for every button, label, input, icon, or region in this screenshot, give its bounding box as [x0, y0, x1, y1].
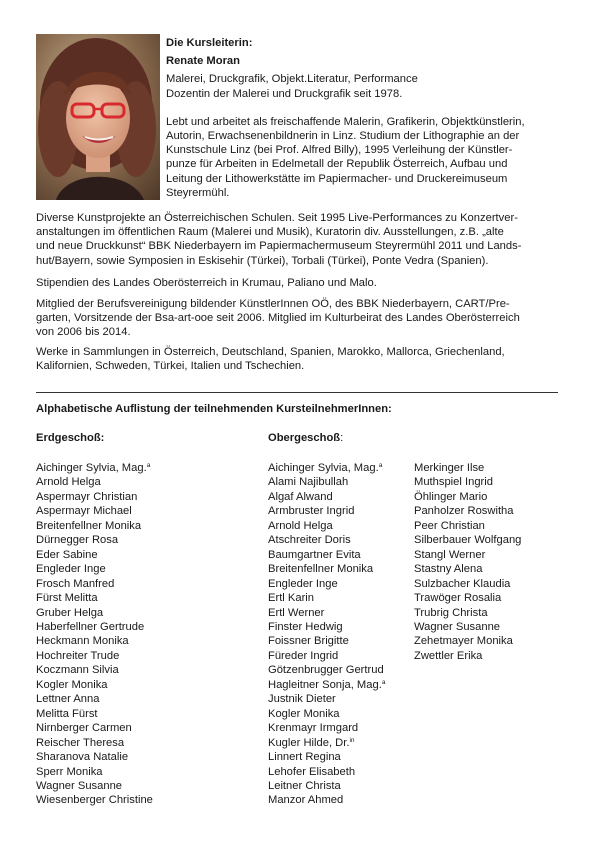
participant-name-text: Merkinger Ilse	[414, 462, 485, 474]
portrait-illustration	[36, 34, 160, 200]
participant-name	[414, 533, 521, 547]
participant-name	[414, 620, 521, 634]
participant-name-text: Frosch Manfred	[36, 577, 115, 590]
memberships-paragraph	[36, 297, 566, 340]
participant-name	[414, 634, 521, 648]
participant-name	[414, 475, 521, 489]
paragraph-line: von 2006 bis 2014.	[36, 326, 131, 339]
upper-floor-heading	[268, 432, 343, 444]
participant-name	[36, 736, 153, 750]
participant-name-text: Linnert Regina	[268, 751, 341, 764]
participant-name-text: Trubrig Christa	[414, 606, 488, 619]
participant-name-text: Muthspiel Ingrid	[414, 476, 493, 489]
participant-name-text: Gruber Helga	[36, 606, 104, 619]
paragraph-line: Werke in Sammlungen in Österreich, Deutschland, Spanien, Marokko, Mallorca, Griechenland,	[36, 346, 505, 358]
participant-name-text: Götzenbrugger Gertrud	[268, 664, 384, 677]
participant-name-text: Aichinger Sylvia, Mag.	[268, 462, 379, 474]
participant-name	[268, 765, 385, 779]
participant-name-text: Wagner Susanne	[36, 779, 123, 792]
participant-name-text: Ertl Werner	[268, 606, 325, 619]
participant-name-text: Hochreiter Trude	[36, 649, 120, 662]
participant-name	[36, 678, 153, 692]
bio-paragraph-line: punze für Arbeiten in Edelmetall der Republik Österreich, Aufbau und	[166, 158, 508, 171]
section-divider	[36, 392, 558, 393]
participant-name	[268, 504, 385, 518]
participant-name-text: Heckmann Monika	[36, 635, 129, 648]
paragraph-line: Mitglied der Berufsvereinigung bildender KünstlerInnen OÖ, des BBK Niederbayern, CART/Pre-	[36, 298, 510, 310]
participant-name	[268, 793, 385, 807]
participant-name-text: Wiesenberger Christine	[36, 794, 153, 807]
participant-name	[36, 634, 153, 648]
participant-name	[36, 461, 153, 475]
participant-name-text: Kogler Monika	[36, 678, 108, 691]
participant-name	[268, 562, 385, 576]
participant-name	[268, 663, 385, 677]
participant-name	[268, 779, 385, 793]
participant-name	[414, 577, 521, 591]
participant-name-text: Stastny Alena	[414, 563, 483, 576]
paragraph-line: und neue Druckkunst“ BBK Niederbayern im Papiermachermuseum Steyrermühl 2011 und Lands-	[36, 240, 522, 253]
participant-name-text: Baumgartner Evita	[268, 548, 361, 561]
participant-name	[268, 750, 385, 764]
participant-name	[36, 475, 153, 489]
paragraph-line: anstaltungen im öffentlichen Raum (Malerei und Musik), Kuratorin div. Ausstellungen, z.B. „alte	[36, 226, 504, 239]
participant-name	[36, 707, 153, 721]
participant-name-text: Eder Sabine	[36, 548, 98, 561]
participant-name	[414, 606, 521, 620]
participant-name-text: Hagleitner Sonja, Mag.	[268, 678, 382, 691]
participant-name	[268, 721, 385, 735]
participant-name	[36, 779, 153, 793]
participant-name-text: Engleder Inge	[36, 563, 106, 576]
participant-name	[268, 490, 385, 504]
participant-name	[36, 548, 153, 562]
participant-name-text: Breitenfellner Monika	[36, 519, 142, 532]
participant-name-text: Leitner Christa	[268, 779, 341, 792]
participant-name-text: Justnik Dieter	[268, 693, 336, 706]
participants-list-title: Alphabetische Auflistung der teilnehmenden KursteilnehmerInnen:	[36, 403, 392, 415]
participant-name	[36, 750, 153, 764]
bio-paragraph-line: Leitung der Lithowerkstätte im Papiermacher- und Druckereimuseum	[166, 172, 508, 185]
paragraph-line: hut/Bayern, sowie Symposien in Eskisehir (Türkei), Torbali (Türkei), Ponte Vedra (Spanien).	[36, 254, 489, 267]
participant-name	[268, 519, 385, 533]
participant-name	[268, 577, 385, 591]
upper-floor-list-2	[414, 461, 521, 663]
participant-name-text: Sharanova Natalie	[36, 751, 129, 764]
participant-name-text: Aspermayr Michael	[36, 505, 132, 518]
participant-name	[36, 562, 153, 576]
participant-name-text: Engleder Inge	[268, 577, 338, 590]
participant-name	[268, 548, 385, 562]
participant-name	[268, 736, 385, 750]
bio-paragraph-line: Steyrermühl.	[166, 186, 230, 199]
participant-name	[414, 504, 521, 518]
bio-paragraph-line: Lebt und arbeitet als freischaffende Malerin, Grafikerin, Objektkünstlerin,	[166, 115, 525, 128]
participant-name-text: Manzor Ahmed	[268, 794, 344, 807]
participant-name	[268, 620, 385, 634]
participant-name-text: Silberbauer Wolfgang	[414, 534, 522, 547]
participant-name	[268, 649, 385, 663]
participant-name-text: Dürnegger Rosa	[36, 534, 119, 547]
participant-name-text: Zehetmayer Monika	[414, 635, 513, 648]
participant-name	[36, 721, 153, 735]
participant-name	[414, 649, 521, 663]
participant-name	[36, 577, 153, 591]
paragraph-line: garten, Vorsitzende der Bsa-art-ooe seit 2006. Mitglied im Kulturbeirat des Landes Oberösterreich	[36, 312, 520, 325]
participant-name-text: Alami Najibullah	[268, 476, 349, 489]
participant-name-text: Haberfellner Gertrude	[36, 620, 145, 633]
participant-name-text: Kugler Hilde, Dr.	[268, 736, 350, 749]
participant-name-text: Lettner Anna	[36, 693, 100, 706]
ground-floor-heading: Erdgeschoß:	[36, 432, 105, 444]
bio-paragraph-line: Kunstschule Linz (bei Prof. Alfred Billy), 1995 Verleihung der Künstler-	[166, 144, 513, 157]
participant-name-text: Sulzbacher Klaudia	[414, 577, 511, 590]
participant-name-text: Zwettler Erika	[414, 649, 483, 662]
participant-name-text: Füreder Ingrid	[268, 649, 339, 662]
participant-name	[268, 461, 385, 475]
paragraph-line: Diverse Kunstprojekte an Österreichischen Schulen. Seit 1995 Live-Performances zu Konzertver-	[36, 212, 518, 224]
participant-name-text: Krenmayr Irmgard	[268, 722, 359, 735]
participant-name	[36, 504, 153, 518]
participant-name	[36, 606, 153, 620]
title-suffix: a	[146, 462, 151, 469]
participant-name-text: Atschreiter Doris	[268, 534, 351, 547]
ground-floor-list	[36, 461, 153, 808]
bio-paragraph-line: Autorin, Erwachsenenbildnerin in Linz. Studium der Lithographie an der	[166, 130, 520, 143]
participant-name	[414, 591, 521, 605]
participant-name-text: Wagner Susanne	[414, 620, 501, 633]
participant-name	[414, 490, 521, 504]
upper-floor-heading-text: Obergeschoß	[268, 432, 341, 444]
participant-name-text: Algaf Alwand	[268, 490, 333, 503]
participant-name-text: Koczmann Silvia	[36, 664, 119, 677]
participant-name	[268, 533, 385, 547]
participant-name	[414, 461, 521, 475]
participant-name-text: Nirnberger Carmen	[36, 722, 132, 735]
participant-name-text: Arnold Helga	[36, 476, 101, 489]
participant-name	[414, 562, 521, 576]
participant-name	[268, 678, 385, 692]
participant-name-text: Kogler Monika	[268, 707, 340, 720]
participant-name	[268, 707, 385, 721]
participant-name-text: Finster Hedwig	[268, 620, 343, 633]
participant-name	[268, 591, 385, 605]
title-suffix: a	[378, 462, 383, 469]
participant-name-text: Sperr Monika	[36, 765, 103, 778]
participant-name-text: Arnold Helga	[268, 519, 333, 532]
intro-line: Malerei, Druckgrafik, Objekt.Literatur, Performance	[166, 73, 418, 86]
collections-paragraph	[36, 345, 566, 373]
projects-paragraph	[36, 211, 566, 268]
participant-name	[414, 548, 521, 562]
participant-name-text: Stangl Werner	[414, 548, 486, 561]
title-suffix: in	[349, 736, 355, 744]
participant-name	[414, 519, 521, 533]
upper-floor-heading-colon: :	[340, 432, 344, 444]
participant-name	[36, 591, 153, 605]
participant-name	[36, 793, 153, 807]
participant-name-text: Aichinger Sylvia, Mag.	[36, 462, 147, 474]
participant-name-text: Fürst Melitta	[36, 592, 98, 605]
title-suffix: a	[381, 678, 386, 686]
instructor-name: Renate Moran	[166, 55, 240, 68]
participant-name	[36, 663, 153, 677]
paragraph-line: Kalifornien, Schweden, Türkei, Italien und Tschechien.	[36, 360, 305, 373]
participant-name-text: Foissner Brigitte	[268, 635, 349, 648]
participant-name	[36, 649, 153, 663]
participant-name-text: Öhlinger Mario	[414, 490, 488, 503]
intro-line: Dozentin der Malerei und Druckgrafik seit 1978.	[166, 87, 403, 100]
participant-name	[36, 620, 153, 634]
participant-name	[36, 692, 153, 706]
portrait-photo	[36, 34, 160, 200]
participant-name-text: Panholzer Roswitha	[414, 505, 514, 518]
participant-name-text: Breitenfellner Monika	[268, 563, 374, 576]
participant-name	[268, 606, 385, 620]
participant-name-text: Peer Christian	[414, 519, 485, 532]
participant-name	[268, 475, 385, 489]
participant-name	[36, 533, 153, 547]
paragraph-line: Stipendien des Landes Oberösterreich in Krumau, Paliano und Malo.	[36, 277, 377, 289]
participant-name-text: Aspermayr Christian	[36, 490, 138, 503]
participant-name	[36, 519, 153, 533]
participant-name-text: Lehofer Elisabeth	[268, 765, 356, 778]
bio-header	[166, 36, 566, 200]
instructor-heading: Die Kursleiterin:	[166, 37, 253, 49]
participant-name	[268, 692, 385, 706]
participant-name-text: Ertl Karin	[268, 592, 315, 605]
upper-floor-list-1	[268, 461, 385, 808]
participant-name-text: Reischer Theresa	[36, 736, 125, 749]
participant-name	[36, 765, 153, 779]
participant-name	[268, 634, 385, 648]
participant-name-text: Armbruster Ingrid	[268, 505, 355, 518]
scholarships-paragraph	[36, 276, 566, 290]
participant-name	[36, 490, 153, 504]
participant-name-text: Trawöger Rosalia	[414, 592, 502, 605]
participant-name-text: Melitta Fürst	[36, 707, 98, 720]
